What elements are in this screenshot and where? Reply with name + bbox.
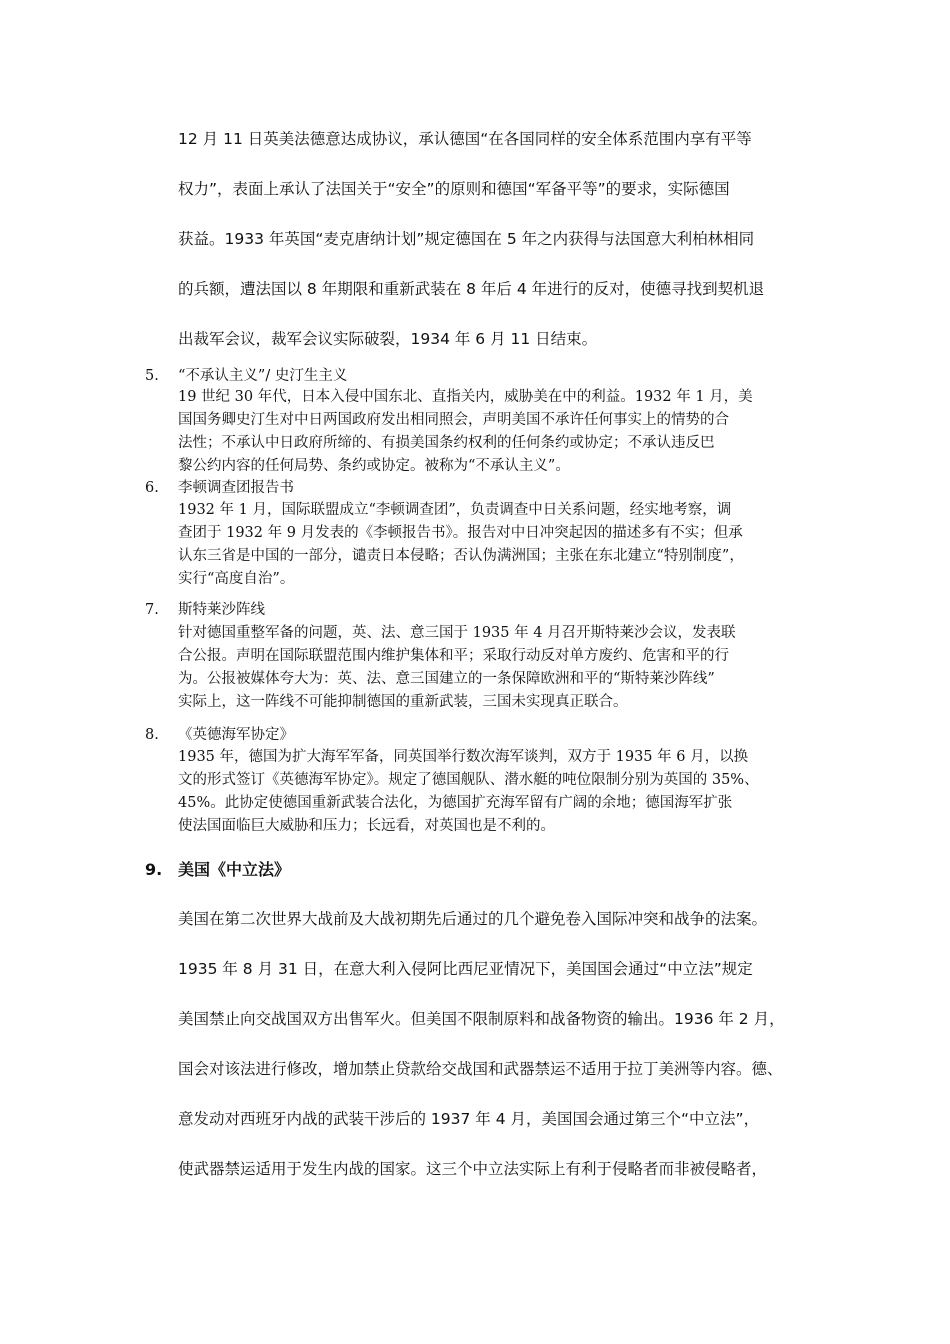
intro-line: 的兵额，遭法国以 8 年期限和重新武装在 8 年后 4 年进行的反对，使德寻找到契机退 <box>178 280 765 298</box>
intro-paragraph <box>178 114 810 364</box>
item-title: 《英德海军协定》 <box>178 727 294 743</box>
section-line: 1935 年 8 月 31 日，在意大利入侵阿比西尼亚情况下，美国国会通过“中立法”规定 <box>178 960 753 978</box>
item-line: 使法国面临巨大威胁和压力；长远看，对英国也是不利的。 <box>178 818 555 834</box>
item-number: 6. <box>145 480 159 496</box>
intro-line: 12 月 11 日英美法德意达成协议，承认德国“在各国同样的安全体系范围内享有平等 <box>178 130 752 148</box>
item-line: 1932 年 1 月，国际联盟成立“李顿调查团”，负责调查中日关系问题，经实地考察，调 <box>178 502 732 518</box>
item-number: 5. <box>145 368 159 384</box>
section-9-heading <box>145 858 290 882</box>
section-9-paragraph <box>178 894 810 1194</box>
item-6-heading <box>145 477 805 499</box>
section-line: 美国在第二次世界大战前及大战初期先后通过的几个避免卷入国际冲突和战争的法案。 <box>178 910 768 928</box>
item-line: 国国务卿史汀生对中日两国政府发出相同照会，声明美国不承许任何事实上的情势的合 <box>178 412 729 428</box>
item-number: 7. <box>145 602 159 618</box>
section-line: 意发动对西班牙内战的武装干涉后的 1937 年 4 月，美国国会通过第三个“中立法”， <box>178 1110 760 1128</box>
item-6-body <box>178 499 808 591</box>
item-7-body <box>178 622 808 714</box>
section-line: 美国禁止向交战国双方出售军火。但美国不限制原料和战备物资的输出。1936 年 2 月， <box>178 1010 785 1028</box>
section-line: 国会对该法进行修改，增加禁止贷款给交战国和武器禁运不适用于拉丁美洲等内容。德、 <box>178 1060 783 1078</box>
section-title: 美国《中立法》 <box>178 860 291 879</box>
item-title: “不承认主义”/ 史汀生主义 <box>178 368 348 384</box>
item-line: 1935 年，德国为扩大海军军备，同英国举行数次海军谈判，双方于 1935 年 6 月，以换 <box>178 749 749 765</box>
item-line: 实际上，这一阵线不可能抑制德国的重新武装，三国未实现真正联合。 <box>178 694 628 710</box>
item-line: 实行“高度自治”。 <box>178 571 295 587</box>
item-line: 19 世纪 30 年代，日本入侵中国东北、直指关内，威胁美在中的利益。1932 年 1 月，美 <box>178 389 753 405</box>
section-line: 使武器禁运适用于发生内战的国家。这三个中立法实际上有利于侵略者而非被侵略者， <box>178 1160 768 1178</box>
item-line: 合公报。声明在国际联盟范围内维护集体和平；采取行动反对单方废约、危害和平的行 <box>178 648 729 664</box>
item-7-heading <box>145 599 805 621</box>
item-line: 法性；不承认中日政府所缔的、有损美国条约权利的任何条约或协定；不承认违反巴 <box>178 435 715 451</box>
item-5-body <box>178 386 808 478</box>
item-title: 斯特莱沙阵线 <box>178 602 265 618</box>
item-line: 认东三省是中国的一部分，谴责日本侵略；否认伪满洲国；主张在东北建立“特别制度”， <box>178 548 744 564</box>
item-line: 黎公约内容的任何局势、条约或协定。被称为“不承认主义”。 <box>178 458 570 474</box>
intro-line: 权力”，表面上承认了法国关于“安全”的原则和德国“军备平等”的要求，实际德国 <box>178 180 730 198</box>
item-title: 李顿调查团报告书 <box>178 480 294 496</box>
item-line: 查团于 1932 年 9 月发表的《李顿报告书》。报告对中日冲突起因的描述多有不实；但承 <box>178 525 743 541</box>
item-8-heading <box>145 724 805 746</box>
item-number: 8. <box>145 727 159 743</box>
section-number: 9. <box>145 860 163 879</box>
intro-line: 获益。1933 年英国“麦克唐纳计划”规定德国在 5 年之内获得与法国意大利柏林相同 <box>178 230 755 248</box>
item-line: 45%。此协定使德国重新武装合法化，为德国扩充海军留有广阔的余地；德国海军扩张 <box>178 795 733 811</box>
intro-line: 出裁军会议，裁军会议实际破裂，1934 年 6 月 11 日结束。 <box>178 330 598 348</box>
item-line: 针对德国重整军备的问题，英、法、意三国于 1935 年 4 月召开斯特莱沙会议，发表联 <box>178 625 736 641</box>
item-line: 文的形式签订《英德海军协定》。规定了德国舰队、潜水艇的吨位限制分别为英国的 35%、 <box>178 772 759 788</box>
item-8-body <box>178 746 808 838</box>
item-5-heading <box>145 365 805 387</box>
item-line: 为。公报被媒体夸大为：英、法、意三国建立的一条保障欧洲和平的“斯特莱沙阵线” <box>178 671 715 687</box>
